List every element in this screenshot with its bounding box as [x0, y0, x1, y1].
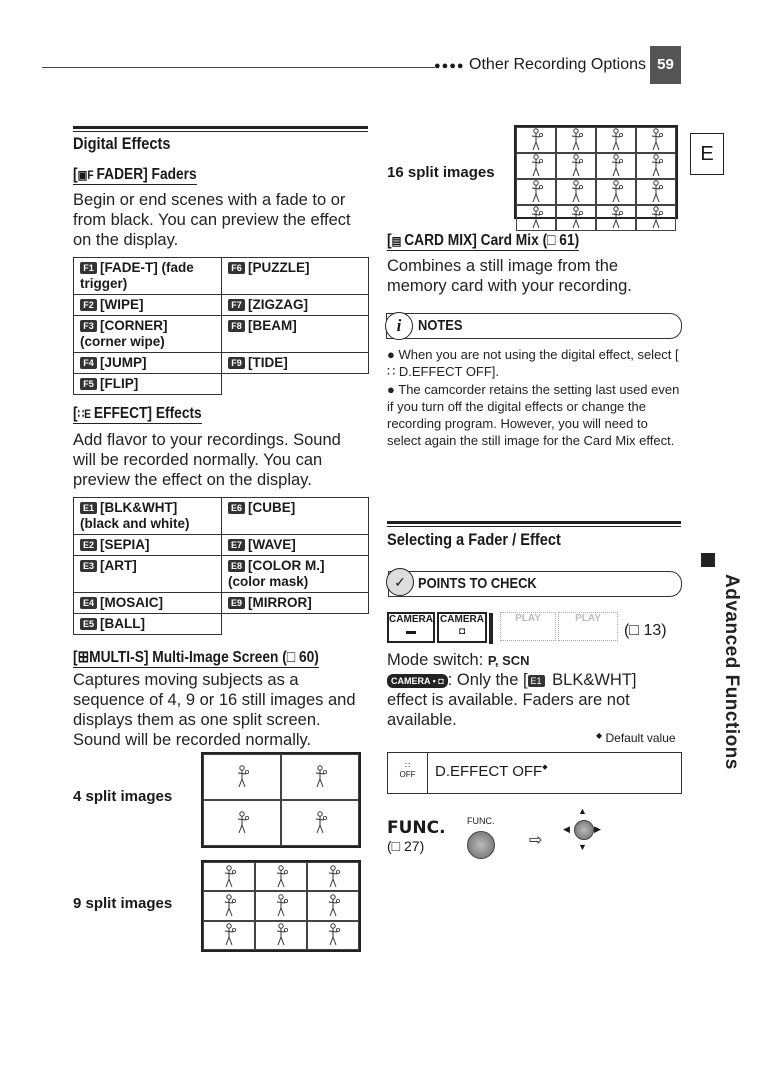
split-cell	[203, 862, 255, 891]
tennis-player-icon	[274, 865, 288, 889]
split4-label: 4 split images	[73, 788, 173, 805]
section-rule-thin	[73, 131, 368, 132]
effect-icon: ∷E	[77, 407, 94, 421]
split-cell	[516, 153, 556, 179]
func-button-caption: FUNC.	[467, 816, 495, 826]
tennis-player-icon	[222, 923, 236, 947]
mode-switch-value: P, SCN	[487, 653, 530, 668]
bracket: [	[73, 405, 78, 422]
mode-play-tape	[500, 612, 556, 641]
up-arrow-icon: ▲	[578, 806, 587, 816]
split-cell	[307, 921, 359, 950]
split-cell	[255, 862, 307, 891]
section-rule	[387, 521, 681, 524]
effect-icon-9: E9	[228, 597, 245, 609]
effect-options-table	[73, 497, 369, 635]
table-row	[74, 374, 369, 395]
setting-value: D.EFFECT OFF	[435, 763, 543, 780]
tennis-player-icon	[326, 894, 340, 918]
func-ref: (□ 27)	[387, 838, 425, 854]
fader-icon: ▣F	[77, 168, 97, 182]
tennis-player-icon	[569, 206, 583, 230]
note-text: When you are not using the digital effect, select [ ∷ D.EFFECT OFF].	[387, 347, 679, 379]
option-cell: [WIPE]	[100, 297, 144, 312]
page-number: 59	[650, 46, 681, 84]
header-title: Other Recording Options	[469, 56, 647, 73]
card-mix-tag: CARD MIX]	[404, 232, 477, 249]
setting-box	[387, 752, 682, 794]
fader-tag: FADER]	[96, 166, 148, 183]
split-cell	[636, 205, 676, 231]
split-cell	[255, 921, 307, 950]
down-arrow-icon: ▼	[578, 842, 587, 852]
tennis-player-icon	[529, 128, 543, 152]
mode-divider	[489, 613, 493, 644]
default-label: Default value	[605, 731, 676, 745]
effect-icon-3: E3	[80, 560, 97, 572]
default-note	[596, 731, 676, 745]
split-cell	[636, 179, 676, 205]
table-row	[74, 295, 369, 316]
multi-s-tag: MULTI-S]	[89, 649, 149, 666]
section-tab: Advanced Functions	[721, 574, 742, 770]
tennis-player-icon	[326, 923, 340, 947]
bracket: [	[73, 166, 78, 183]
option-cell: [FADE-T] (fade trigger)	[80, 260, 194, 291]
header-title-row	[434, 56, 646, 74]
effect-tag: EFFECT]	[93, 405, 152, 422]
tennis-player-icon	[609, 206, 623, 230]
option-cell: [COLOR M.] (color mask)	[228, 558, 325, 589]
fader-description: Begin or end scenes with a fade to or from black. You can preview the effect on the display.	[73, 191, 351, 249]
empty-cell	[222, 614, 369, 635]
fader-icon-7: F7	[228, 299, 245, 311]
split-cell	[203, 800, 281, 846]
only-text-2: BLK&WHT] effect is available. Faders are not available.	[387, 671, 637, 729]
fader-icon-3: F3	[80, 320, 97, 332]
option-cell: [PUZZLE]	[248, 260, 310, 275]
book-icon: □	[547, 232, 560, 249]
bracket: [	[73, 649, 78, 666]
mode-switch-line	[387, 650, 530, 671]
tennis-player-icon	[313, 811, 327, 835]
header-dots: ●●●●	[434, 60, 465, 72]
check-icon: ✓	[386, 568, 414, 596]
option-cell: [CUBE]	[248, 500, 296, 515]
left-arrow-icon: ◀	[563, 824, 570, 834]
tennis-player-icon	[326, 865, 340, 889]
card-mix-heading	[387, 232, 579, 250]
icon-label: OFF	[399, 770, 416, 779]
page-ref: (□ 13)	[624, 622, 667, 639]
notes-title: NOTES	[418, 317, 463, 334]
tennis-player-icon	[274, 894, 288, 918]
effect-icon-1: E1	[80, 502, 97, 514]
split-cell	[516, 205, 556, 231]
bullet-icon: ●	[387, 347, 395, 362]
split-cell	[281, 754, 359, 800]
mode-play-card	[558, 612, 618, 641]
split-cell	[203, 754, 281, 800]
split-cell	[203, 921, 255, 950]
mode-camera-card	[437, 612, 487, 643]
option-cell: [SEPIA]	[100, 537, 150, 552]
fader-icon-4: F4	[80, 357, 97, 369]
split-cell	[636, 127, 676, 153]
option-cell: [BLK&WHT] (black and white)	[80, 500, 190, 531]
tennis-player-icon	[235, 811, 249, 835]
tennis-player-icon	[609, 154, 623, 178]
tennis-player-icon	[569, 180, 583, 204]
split-cell	[636, 153, 676, 179]
option-cell: [ART]	[100, 558, 137, 573]
split16-label: 16 split images	[387, 164, 495, 181]
split-cell	[556, 205, 596, 231]
effect-rest: Effects	[151, 405, 202, 422]
multi-s-ref: 60)	[298, 649, 319, 666]
effect-icon-6: E6	[228, 502, 245, 514]
option-cell: [MOSAIC]	[100, 595, 163, 610]
diamond-icon: ◆	[542, 764, 548, 771]
card-icon: ◘	[458, 626, 466, 637]
mode-label: PLAY	[515, 613, 541, 624]
multi-s-icon: ⊞	[77, 649, 90, 666]
multi-s-rest: Multi-Image Screen (	[148, 649, 287, 666]
table-row	[74, 593, 369, 614]
mode-label: CAMERA	[389, 614, 433, 625]
split-cell	[556, 179, 596, 205]
effect-icon-5: E5	[80, 618, 97, 630]
bracket: [	[387, 232, 392, 249]
split-cell	[596, 179, 636, 205]
arrow-right-icon: ⇨	[529, 832, 543, 849]
page-title: Digital Effects	[73, 134, 171, 153]
joystick-center	[574, 820, 594, 840]
tennis-player-icon	[313, 765, 327, 789]
card-mix-icon: ▤	[391, 234, 405, 248]
split-cell	[596, 205, 636, 231]
book-icon: □	[286, 649, 299, 666]
info-icon: i	[385, 312, 413, 340]
note-text: The camcorder retains the setting last used even if you turn off the digital effects or change the recording program. However, you will need to select again the still image for the Card Mix effect.	[387, 382, 680, 448]
effect-description: Add flavor to your recordings. Sound will be recorded normally. You can preview the effect on the display.	[73, 431, 341, 489]
table-row	[74, 535, 369, 556]
effect-icon-7: E7	[228, 539, 245, 551]
split-cell	[516, 127, 556, 153]
tennis-player-icon	[529, 180, 543, 204]
header-rule	[42, 67, 435, 68]
card-mix-rest: Card Mix (	[476, 232, 548, 249]
side-marker	[701, 553, 715, 567]
only-effect-text	[387, 670, 681, 730]
table-row	[74, 258, 369, 295]
section-rule	[73, 126, 368, 129]
fader-icon-1: F1	[80, 262, 97, 274]
fader-icon-2: F2	[80, 299, 97, 311]
tennis-player-icon	[529, 154, 543, 178]
mode-label: CAMERA	[440, 614, 484, 625]
joystick-icon[interactable]	[560, 806, 606, 856]
fader-icon-6: F6	[228, 262, 245, 274]
effect-icon-2: E2	[80, 539, 97, 551]
tape-icon: ▬	[406, 626, 416, 637]
split-cell	[556, 127, 596, 153]
mode-label: PLAY	[575, 613, 601, 624]
fader-icon-8: F8	[228, 320, 245, 332]
multi-s-heading	[73, 647, 319, 667]
mode-camera-tape	[387, 612, 435, 643]
tennis-player-icon	[649, 206, 663, 230]
only-text: : Only the [	[447, 671, 528, 689]
diamond-icon: ◆	[596, 731, 603, 740]
card-mix-ref: 61)	[559, 232, 580, 249]
camera-badge: CAMERA • ◘	[387, 674, 448, 688]
fader-icon-9: F9	[228, 357, 245, 369]
fader-heading	[73, 166, 197, 184]
section-rule-thin	[387, 526, 681, 527]
right-arrow-icon: ▶	[594, 824, 601, 834]
mode-switch-label: Mode switch:	[387, 651, 488, 669]
multi-s-description: Captures moving subjects as a sequence of 4, 9 or 16 still images and displays them as one split screen. Sound will be recorded normally.	[73, 671, 356, 749]
option-cell: [BALL]	[100, 616, 145, 631]
tennis-player-icon	[222, 865, 236, 889]
tennis-player-icon	[274, 923, 288, 947]
split-cell	[203, 891, 255, 920]
points-title: POINTS TO CHECK	[418, 575, 537, 592]
tennis-player-icon	[609, 180, 623, 204]
effect-heading	[73, 405, 202, 423]
d-effect-off-icon: ∷ OFF	[388, 753, 428, 793]
effect-icon-4: E4	[80, 597, 97, 609]
split-cell	[596, 153, 636, 179]
tennis-player-icon	[649, 180, 663, 204]
table-row	[74, 316, 369, 353]
split-cell	[255, 891, 307, 920]
fader-rest: Faders	[147, 166, 197, 183]
option-cell: [ZIGZAG]	[248, 297, 308, 312]
func-button[interactable]	[467, 831, 495, 859]
fader-icon-5: F5	[80, 378, 97, 390]
option-cell: [JUMP]	[100, 355, 147, 370]
tennis-player-icon	[569, 128, 583, 152]
table-row	[74, 614, 369, 635]
empty-cell	[222, 374, 369, 395]
split-cell	[556, 153, 596, 179]
tennis-player-icon	[569, 154, 583, 178]
split-cell	[307, 862, 359, 891]
tennis-player-icon	[649, 154, 663, 178]
language-box: E	[690, 133, 724, 175]
split-cell	[596, 127, 636, 153]
effect-icon-8: E8	[228, 560, 245, 572]
table-row	[74, 353, 369, 374]
tennis-player-icon	[649, 128, 663, 152]
split16-grid	[514, 125, 678, 219]
option-cell: [CORNER] (corner wipe)	[80, 318, 168, 349]
bullet-icon: ●	[387, 382, 395, 397]
setting-value-row	[435, 763, 548, 780]
table-row	[74, 556, 369, 593]
fader-options-table	[73, 257, 369, 395]
tennis-player-icon	[235, 765, 249, 789]
split-cell	[307, 891, 359, 920]
func-label: FUNC.	[387, 818, 446, 838]
split9-grid	[201, 860, 361, 952]
note-item	[387, 381, 681, 449]
card-mix-description: Combines a still image from the memory card with your recording.	[387, 257, 632, 295]
split4-grid	[201, 752, 361, 848]
bw-icon: E1	[528, 675, 545, 687]
note-item	[387, 346, 681, 380]
option-cell: [BEAM]	[248, 318, 297, 333]
option-cell: [FLIP]	[100, 376, 139, 391]
section-title: Selecting a Fader / Effect	[387, 530, 561, 549]
tennis-player-icon	[222, 894, 236, 918]
split9-label: 9 split images	[73, 895, 173, 912]
tennis-player-icon	[609, 128, 623, 152]
option-cell: [TIDE]	[248, 355, 288, 370]
split-cell	[516, 179, 556, 205]
tennis-player-icon	[529, 206, 543, 230]
split-cell	[281, 800, 359, 846]
option-cell: [WAVE]	[248, 537, 296, 552]
option-cell: [MIRROR]	[248, 595, 312, 610]
table-row	[74, 498, 369, 535]
